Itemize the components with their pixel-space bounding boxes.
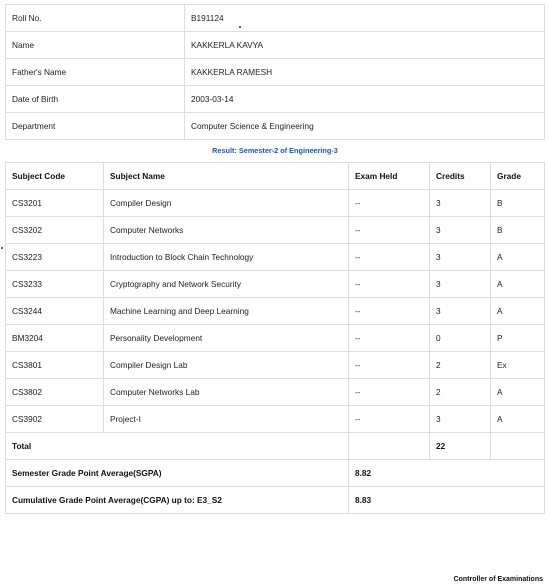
- grade-cell: A: [491, 379, 545, 406]
- header-exam-held: Exam Held: [349, 163, 430, 190]
- subject-code-cell: CS3244: [6, 298, 104, 325]
- subject-name-cell: Cryptography and Network Security: [104, 271, 349, 298]
- grade-cell: A: [491, 406, 545, 433]
- cgpa-label: Cumulative Grade Point Average(CGPA) up to: E3_S2: [6, 487, 349, 514]
- subject-name-cell: Project-I: [104, 406, 349, 433]
- table-row: [6, 217, 545, 244]
- subject-code-cell: CS3902: [6, 406, 104, 433]
- info-row-dob: [6, 86, 545, 113]
- table-row: [6, 352, 545, 379]
- header-subject-code: Subject Code: [6, 163, 104, 190]
- grade-cell: A: [491, 298, 545, 325]
- subject-code-cell: CS3202: [6, 217, 104, 244]
- total-grade-cell: [491, 433, 545, 460]
- grade-cell: Ex: [491, 352, 545, 379]
- sgpa-label: Semester Grade Point Average(SGPA): [6, 460, 349, 487]
- dob-value: 2003-03-14: [185, 86, 545, 113]
- dob-label: Date of Birth: [6, 86, 185, 113]
- total-exam-cell: [349, 433, 430, 460]
- total-row: [6, 433, 545, 460]
- table-row: [6, 190, 545, 217]
- roll-label: Roll No.: [6, 5, 185, 32]
- subject-code-cell: BM3204: [6, 325, 104, 352]
- subject-code-cell: CS3201: [6, 190, 104, 217]
- subject-name-cell: Compiler Design: [104, 190, 349, 217]
- header-credits: Credits: [430, 163, 491, 190]
- credits-cell: 3: [430, 406, 491, 433]
- credits-cell: 2: [430, 379, 491, 406]
- exam-held-cell: --: [349, 217, 430, 244]
- table-row: [6, 406, 545, 433]
- credits-cell: 3: [430, 190, 491, 217]
- info-row-father: [6, 59, 545, 86]
- stray-mark: [239, 26, 241, 28]
- subject-name-cell: Machine Learning and Deep Learning: [104, 298, 349, 325]
- grade-cell: A: [491, 271, 545, 298]
- credits-cell: 0: [430, 325, 491, 352]
- table-row: [6, 298, 545, 325]
- credits-cell: 3: [430, 271, 491, 298]
- subject-code-cell: CS3802: [6, 379, 104, 406]
- grade-cell: A: [491, 244, 545, 271]
- info-row-dept: [6, 113, 545, 140]
- credits-cell: 3: [430, 244, 491, 271]
- credits-cell: 3: [430, 217, 491, 244]
- credits-cell: 2: [430, 352, 491, 379]
- header-grade: Grade: [491, 163, 545, 190]
- exam-held-cell: --: [349, 298, 430, 325]
- grade-cell: B: [491, 217, 545, 244]
- exam-held-cell: --: [349, 244, 430, 271]
- table-row: [6, 379, 545, 406]
- header-subject-name: Subject Name: [104, 163, 349, 190]
- subject-name-cell: Introduction to Block Chain Technology: [104, 244, 349, 271]
- subject-code-cell: CS3801: [6, 352, 104, 379]
- name-value: KAKKERLA KAVYA: [185, 32, 545, 59]
- grades-table: [5, 162, 545, 514]
- grade-cell: P: [491, 325, 545, 352]
- credits-cell: 3: [430, 298, 491, 325]
- exam-held-cell: --: [349, 190, 430, 217]
- subject-name-cell: Computer Networks: [104, 217, 349, 244]
- subject-name-cell: Personality Development: [104, 325, 349, 352]
- stray-mark: [1, 247, 3, 249]
- subject-code-cell: CS3233: [6, 271, 104, 298]
- grade-cell: B: [491, 190, 545, 217]
- subject-name-cell: Computer Networks Lab: [104, 379, 349, 406]
- cgpa-row: [6, 487, 545, 514]
- exam-held-cell: --: [349, 406, 430, 433]
- student-info-table: [5, 4, 545, 140]
- total-credits: 22: [430, 433, 491, 460]
- grades-header-row: [6, 163, 545, 190]
- total-label: Total: [6, 433, 349, 460]
- dept-label: Department: [6, 113, 185, 140]
- sgpa-row: [6, 460, 545, 487]
- table-row: [6, 325, 545, 352]
- result-title: Result: Semester-2 of Engineering-3: [212, 146, 338, 155]
- info-row-roll: [6, 5, 545, 32]
- table-row: [6, 244, 545, 271]
- roll-value: B191124: [185, 5, 545, 32]
- exam-held-cell: --: [349, 271, 430, 298]
- name-label: Name: [6, 32, 185, 59]
- father-value: KAKKERLA RAMESH: [185, 59, 545, 86]
- sgpa-value: 8.82: [349, 460, 545, 487]
- cgpa-value: 8.83: [349, 487, 545, 514]
- father-label: Father's Name: [6, 59, 185, 86]
- dept-value: Computer Science & Engineering: [185, 113, 545, 140]
- table-row: [6, 271, 545, 298]
- exam-held-cell: --: [349, 379, 430, 406]
- exam-held-cell: --: [349, 325, 430, 352]
- controller-signature-label: Controller of Examinations: [453, 576, 543, 583]
- subject-name-cell: Compiler Design Lab: [104, 352, 349, 379]
- subject-code-cell: CS3223: [6, 244, 104, 271]
- exam-held-cell: --: [349, 352, 430, 379]
- info-row-name: [6, 32, 545, 59]
